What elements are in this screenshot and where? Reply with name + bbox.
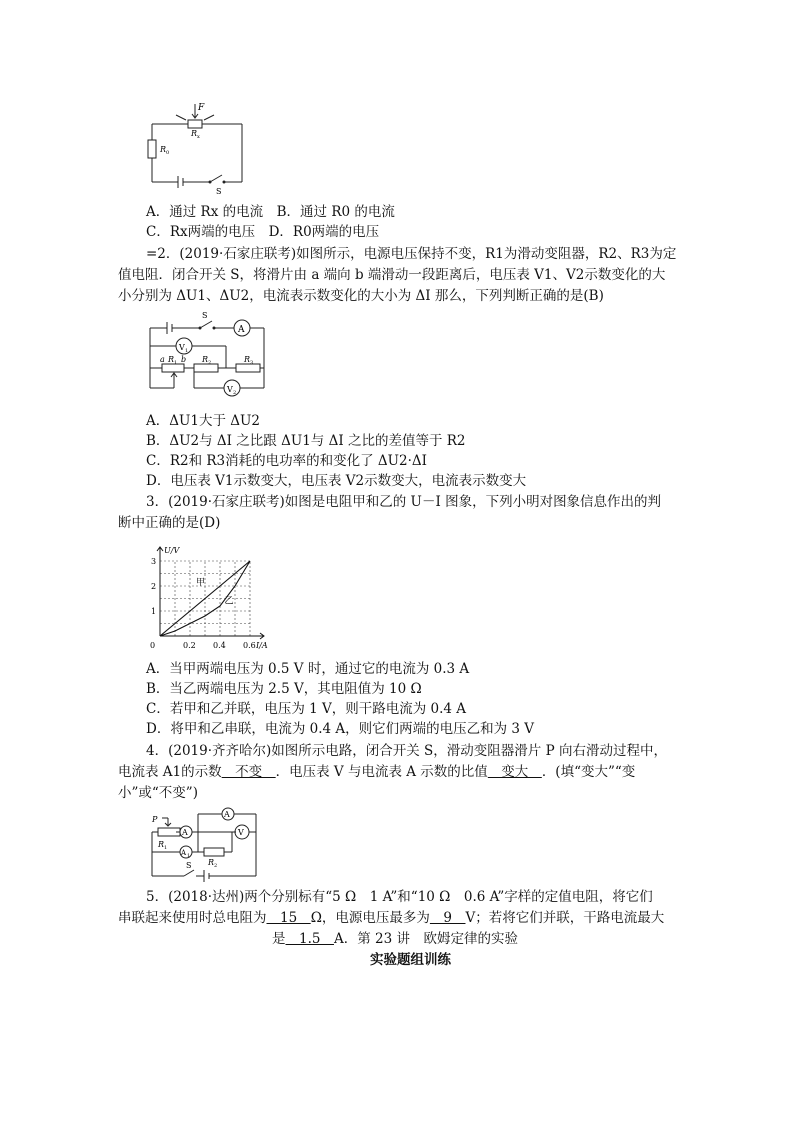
q4-line2-post: ．(填“变大”“变 <box>541 764 636 780</box>
q5-line3-pre: 是 <box>272 931 286 947</box>
q2-option-d: D．电压表 V1示数变大，电压表 V2示数变大，电流表示数变大 <box>146 473 527 489</box>
rx-sub: x <box>197 134 200 140</box>
fig4-a-label: A <box>182 828 188 837</box>
y-tick-label: 2 <box>151 582 157 591</box>
q2-option-c: C．R2和 R3消耗的电功率的和变化了 ΔU2·ΔI <box>146 453 428 469</box>
x-tick-label: 0.2 <box>183 641 196 650</box>
series-label-yi: 乙 <box>224 596 234 607</box>
fig2-r3-sub: 3 <box>250 360 254 366</box>
q4-answer-1: 不变 <box>221 764 276 780</box>
q5-line2-mid: Ω，电源电压最多为 <box>310 910 430 926</box>
fig2-b-label: b <box>181 355 187 364</box>
x-tick-label: 0.6 <box>243 641 256 650</box>
fig4-a-top-label: A <box>224 810 230 819</box>
fig4-s-label: S <box>186 861 192 870</box>
fig2-r2-label: R <box>202 355 209 364</box>
y-axis-label: U/V <box>164 546 180 555</box>
fig4-a1-label: A <box>181 849 187 857</box>
fig2-r1-label: R <box>168 355 175 364</box>
q4-stem-line3: 小”或“不变”) <box>118 785 198 801</box>
q4-stem-line2 <box>118 762 635 782</box>
x-tick-label: 0.4 <box>213 641 226 650</box>
circuit-figure-4 <box>140 804 280 884</box>
q5-answer-1: 15 <box>266 910 311 926</box>
r0-sub: 0 <box>166 150 170 156</box>
fig4-p-label: P <box>152 815 158 824</box>
q2-stem-line3: 小分别为 ΔU1、ΔU2，电流表示数变化的大小为 ΔI 那么，下列判断正确的是(B) <box>118 288 604 304</box>
fig4-r1-label: R <box>158 840 165 849</box>
section-title: 实验题组训练 <box>370 952 451 968</box>
fig2-a-label: a <box>160 355 165 364</box>
fig4-r1-sub: 1 <box>164 845 168 851</box>
q3-option-c: C．若甲和乙并联，电压为 1 V，则干路电流为 0.4 A <box>146 701 467 717</box>
u-i-chart <box>140 538 280 653</box>
q5-stem-line1: 5．(2018·达州)两个分别标有“5 Ω 1 A”和“10 Ω 0.6 A”字样的定值电阻，将它们 <box>146 889 653 905</box>
fig2-r1-sub: 1 <box>174 360 178 366</box>
q3-option-b: B．当乙两端电压为 2.5 V，其电阻值为 10 Ω <box>146 681 422 697</box>
fig4-r2-sub: 2 <box>214 863 218 869</box>
force-label: F <box>198 103 205 113</box>
q5-answer-3: 1.5 <box>285 931 334 947</box>
q5-stem-line3 <box>272 929 518 949</box>
q3-stem-line1: 3．(2019·石家庄联考)如图是电阻甲和乙的 U－I 图象，下列小明对图象信息作出的判 <box>146 494 662 510</box>
switch-label: S <box>216 187 222 196</box>
circuit-figure-2 <box>140 310 280 405</box>
fig2-r3-label: R <box>244 355 251 364</box>
q2-stem-line1: =2．(2019·石家庄联考)如图所示，电源电压保持不变，R1为滑动变阻器，R2、R3为定 <box>146 246 677 262</box>
fig2-v1-label: V <box>179 343 185 352</box>
q5-answer-2: 9 <box>429 910 466 926</box>
q4-stem-line1: 4．(2019·齐齐哈尔)如图所示电路，闭合开关 S，滑动变阻器滑片 P 向右滑动过程中， <box>146 743 667 759</box>
q3-option-a: A．当甲两端电压为 0.5 V 时，通过它的电流为 0.3 A <box>146 661 470 677</box>
q5-line2-post: V；若将它们并联，干路电流最大 <box>465 910 665 926</box>
fig4-a1-sub: 1 <box>187 853 191 859</box>
r0-label: R <box>160 145 167 154</box>
q4-answer-2: 变大 <box>487 764 542 780</box>
q1-options-cd: C．Rx两端的电压 D．R0两端的电压 <box>146 224 380 240</box>
fig2-v1-sub: 1 <box>185 348 189 354</box>
x-axis-label: I/A <box>256 641 268 650</box>
fig2-switch-label: S <box>202 311 208 320</box>
q4-line2-mid: ．电压表 V 与电流表 A 示数的比值 <box>275 764 488 780</box>
q1-options-ab: A．通过 Rx 的电流 B．通过 R0 的电流 <box>146 204 395 220</box>
q5-line3-post: A．第 23 讲 欧姆定律的实验 <box>333 931 518 947</box>
q2-option-b: B．ΔU2与 ΔI 之比跟 ΔU1与 ΔI 之比的差值等于 R2 <box>146 433 466 449</box>
y-tick-label: 3 <box>151 557 157 566</box>
circuit-figure-1 <box>140 100 260 195</box>
q2-option-a: A．ΔU1大于 ΔU2 <box>146 413 260 429</box>
fig2-r2-sub: 2 <box>208 360 212 366</box>
rx-label: R <box>191 129 198 138</box>
fig2-v2-sub: 2 <box>233 390 237 396</box>
q2-stem-line2: 值电阻．闭合开关 S，将滑片由 a 端向 b 端滑动一段距离后，电压表 V1、V2示数变化的大 <box>118 267 666 283</box>
q3-option-d: D．将甲和乙串联，电流为 0.4 A，则它们两端的电压乙和为 3 V <box>146 721 535 737</box>
fig4-v-label: V <box>238 828 244 837</box>
fig2-v2-label: V <box>227 385 233 394</box>
y-tick-label: 1 <box>151 607 157 616</box>
series-label-jia: 甲 <box>196 577 206 588</box>
origin-label: 0 <box>150 641 156 650</box>
fig2-ammeter-label: A <box>238 325 245 335</box>
q5-line2-pre: 串联起来使用时总电阻为 <box>118 910 267 926</box>
q5-stem-line2 <box>118 908 664 928</box>
q4-line2-pre: 电流表 A1的示数 <box>118 764 222 780</box>
q3-stem-line2: 断中正确的是(D) <box>118 515 221 531</box>
fig4-r2-label: R <box>208 858 215 867</box>
